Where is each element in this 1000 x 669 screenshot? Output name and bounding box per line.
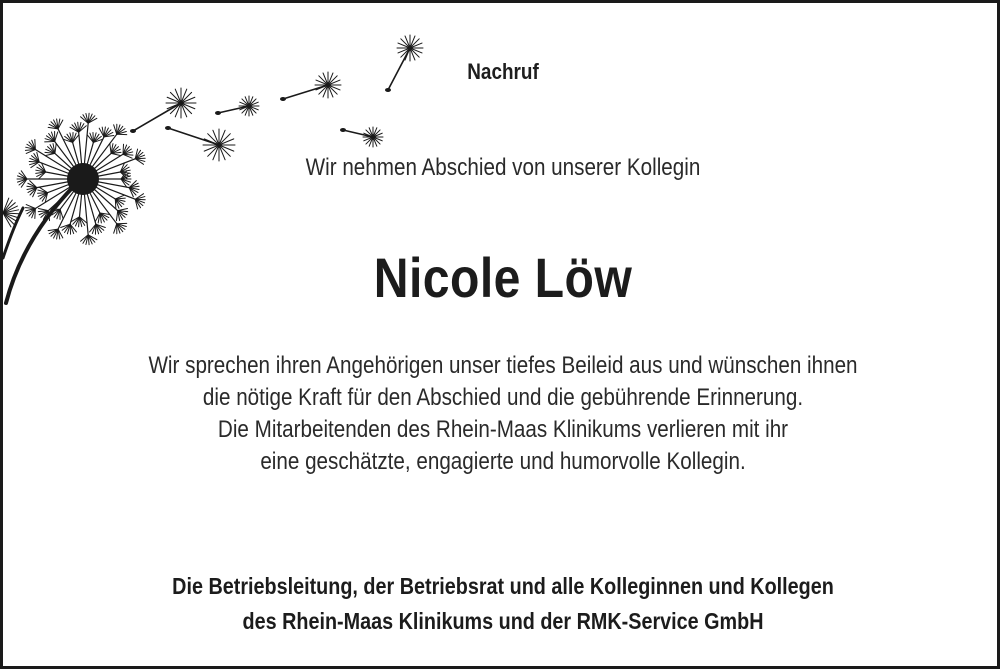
condolence-line: die nötige Kraft für den Abschied und die gebührende Erinnerung. xyxy=(202,384,804,411)
signature-line: Die Betriebsleitung, der Betriebsrat und alle Kolleginnen und Kollegen xyxy=(172,573,834,599)
condolence-text xyxy=(125,350,882,478)
deceased-name: Nicole Löw xyxy=(373,246,633,309)
condolence-line: eine geschätzte, engagierte und humorvolle Kollegin. xyxy=(260,448,746,475)
condolence-line: Wir sprechen ihren Angehörigen unser tiefes Beileid aus und wünschen ihnen xyxy=(148,352,858,379)
signature-block xyxy=(125,569,882,639)
notice-heading: Nachruf xyxy=(467,59,539,84)
condolence-line: Die Mitarbeitenden des Rhein-Maas Klinikums verlieren mit ihr xyxy=(217,416,789,443)
signature-line: des Rhein-Maas Klinikums und der RMK-Service GmbH xyxy=(242,608,764,634)
intro-line: Wir nehmen Abschied von unserer Kollegin xyxy=(305,154,701,181)
